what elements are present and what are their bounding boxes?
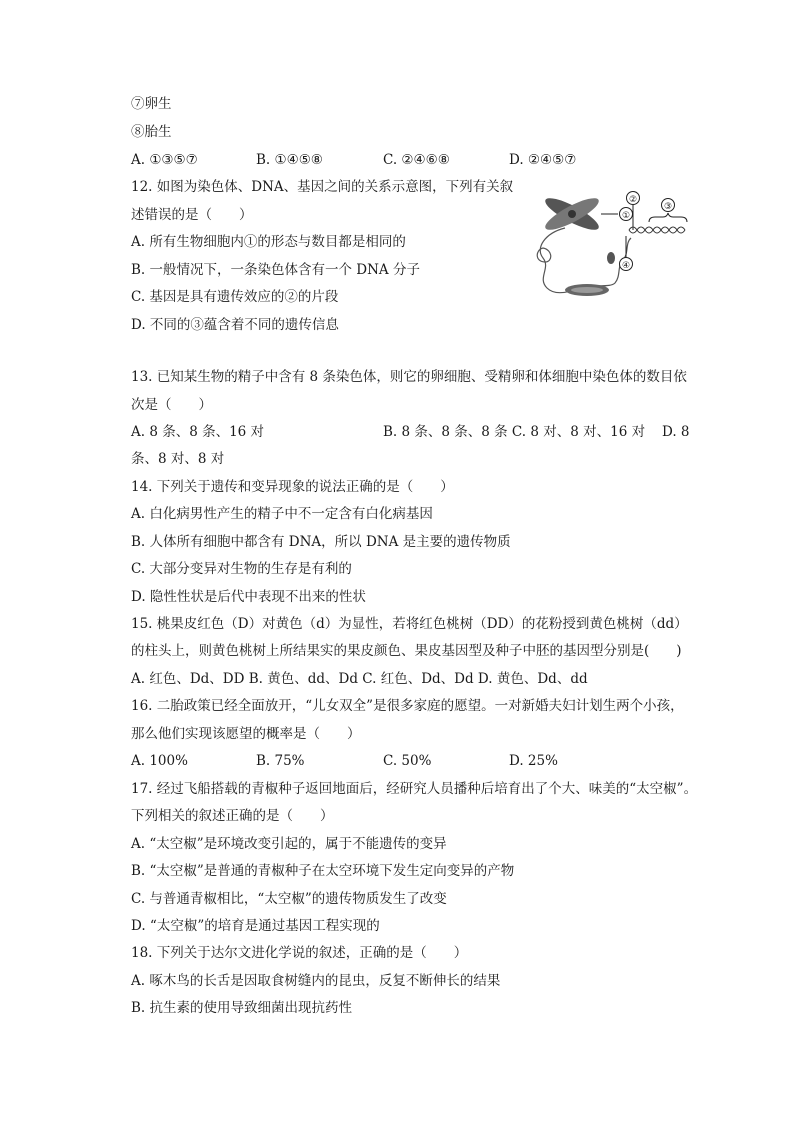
q13-option-a: A. 8 条、8 条、16 对 [131,424,265,440]
q17-option-c: C. 与普通青椒相比，“太空椒”的遗传物质发生了改变 [131,891,447,907]
q15-stem-line2: 的柱头上，则黄色桃树上所结果实的果皮颜色、果皮基因型及种子中胚的基因型分别是( ) [131,643,682,659]
q14-option-b: B. 人体所有细胞中都含有 DNA，所以 DNA 是主要的遗传物质 [131,534,511,550]
q18-option-b: B. 抗生素的使用导致细菌出现抗药性 [131,1000,353,1016]
q17-option-d: D. “太空椒”的培育是通过基因工程实现的 [131,918,380,934]
q14-option-a: A. 白化病男性产生的精子中不一定含有白化病基因 [131,506,433,522]
q13-option-d: D. 8 [662,424,690,440]
q14-option-d: D. 隐性性状是后代中表现不出来的性状 [131,589,366,605]
q14-stem: 14. 下列关于遗传和变异现象的说法正确的是（ ） [131,479,454,495]
q13-stem-line1: 13. 已知某生物的精子中含有 8 条染色体，则它的卵细胞、受精卵和体细胞中染色体的数目依 [131,369,687,385]
dna-helix [629,227,685,233]
q16-stem-line1: 16. 二胎政策已经全面放开，“儿女双全”是很多家庭的愿望。一对新婚夫妇计划生两个小孩， [131,698,684,714]
chromosome-dna-gene-diagram [525,188,690,308]
q16-option-d: D. 25% [509,753,558,769]
option-item-8: ⑧胎生 [131,124,172,140]
q15-options: A. 红色、Dd、DD B. 黄色、dd、Dd C. 红色、Dd、Dd D. 黄色、Dd、dd [131,671,588,687]
q17-stem-line2: 下列相关的叙述正确的是（ ） [131,808,334,824]
q16-option-c: C. 50% [383,753,432,769]
q18-stem: 18. 下列关于达尔文进化学说的叙述，正确的是（ ） [131,945,468,961]
q12-option-a: A. 所有生物细胞内①的形态与数目都是相同的 [131,234,406,250]
option-item-7: ⑦卵生 [131,96,172,112]
q17-option-b: B. “太空椒”是普通的青椒种子在太空环境下发生定向变异的产物 [131,863,515,879]
q16-option-b: B. 75% [256,753,305,769]
q13-stem-line2: 次是（ ） [131,397,212,413]
label-4: ④ [621,261,631,271]
prev-option-b: B. ①④⑤⑧ [256,152,323,168]
q13-option-bc: B. 8 条、8 条、8 条 C. 8 对、8 对、16 对 [383,424,646,440]
q12-option-c: C. 基因是具有遗传效应的②的片段 [131,289,339,305]
q12-option-b: B. 一般情况下，一条染色体含有一个 DNA 分子 [131,262,420,278]
prev-option-d: D. ②④⑤⑦ [509,152,577,168]
q16-option-a: A. 100% [131,753,188,769]
q15-stem-line1: 15. 桃果皮红色（D）对黄色（d）为显性，若将红色桃树（DD）的花粉授到黄色桃树（dd） [131,616,688,632]
q14-option-c: C. 大部分变异对生物的生存是有利的 [131,561,352,577]
coiled-dna [565,252,615,296]
q17-stem-line1: 17. 经过飞船搭载的青椒种子返回地面后，经研究人员播种后培育出了个大、味美的“太空椒”。 [131,781,698,797]
q16-stem-line2: 那么他们实现该愿望的概率是（ ） [131,726,361,742]
chromosome [542,193,602,235]
prev-option-c: C. ②④⑥⑧ [383,152,450,168]
chromatin-fibre [537,228,631,293]
label-2: ② [628,195,638,205]
q12-stem-line2: 述错误的是（ ） [131,207,253,223]
gene-brace [649,213,687,222]
q17-option-a: A. “太空椒”是环境改变引起的，属于不能遗传的变异 [131,836,447,852]
q13-option-d-cont: 条、8 对、8 对 [131,451,225,467]
q18-option-a: A. 啄木鸟的长舌是因取食树缝内的昆虫，反复不断伸长的结果 [131,973,501,989]
label-1: ① [621,211,631,221]
label-3: ③ [663,202,673,212]
q12-option-d: D. 不同的③蕴含着不同的遗传信息 [131,317,339,333]
q12-stem-line1: 12. 如图为染色体、DNA、基因之间的关系示意图，下列有关叙 [131,179,514,195]
prev-option-a: A. ①③⑤⑦ [131,152,198,168]
